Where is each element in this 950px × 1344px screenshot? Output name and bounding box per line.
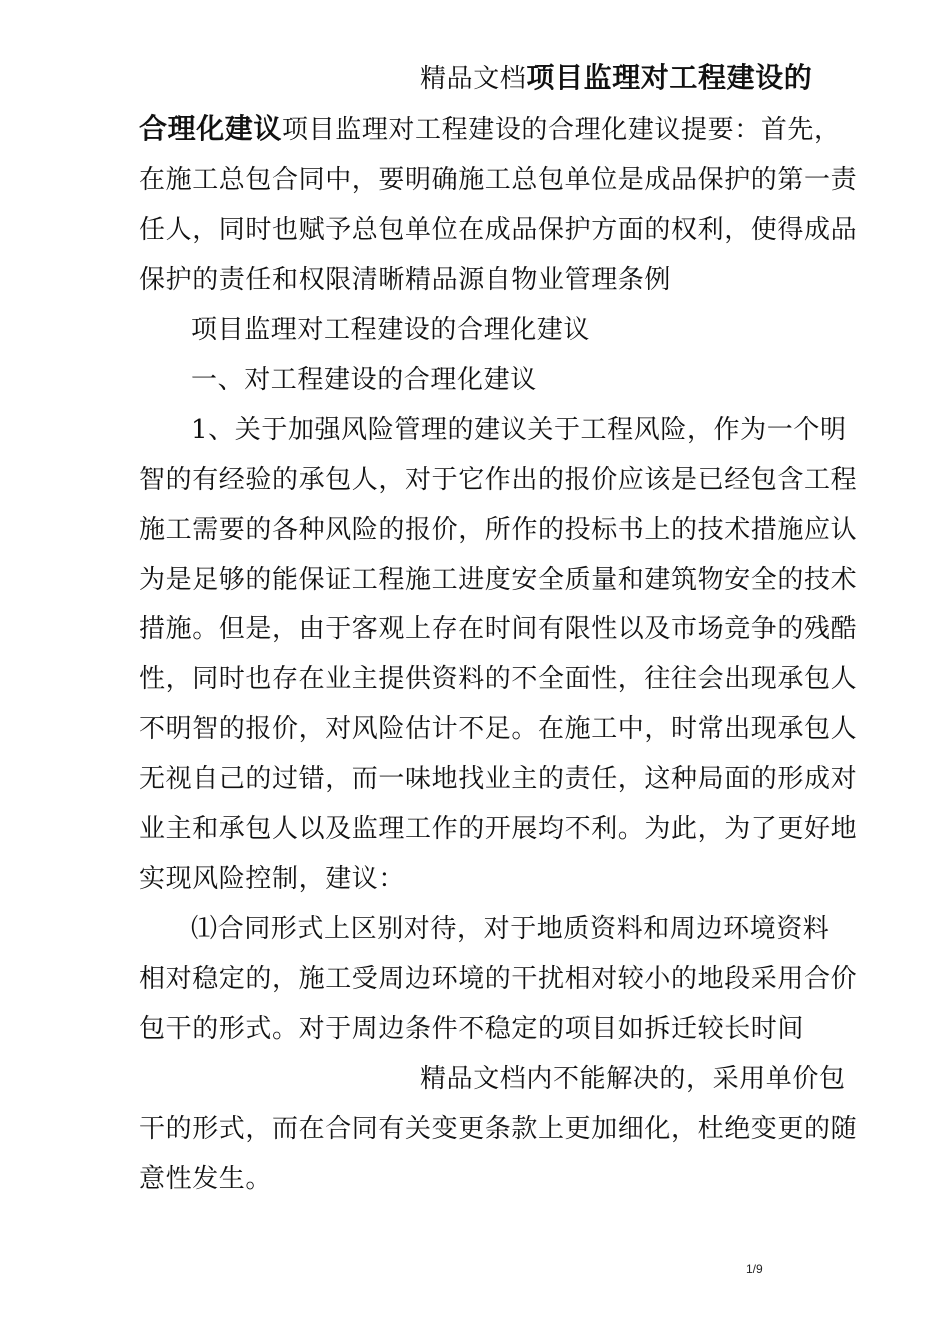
section-heading: 一、对工程建设的合理化建议 [191, 365, 537, 395]
body-line: 无视自己的过错，而一味地找业主的责任，这种局面的形成对 [139, 764, 858, 794]
body-line: 相对稳定的，施工受周边环境的干扰相对较小的地段采用合价 [139, 964, 858, 994]
body-line: ⑴合同形式上区别对待，对于地质资料和周边环境资料 [191, 914, 830, 944]
header-line [420, 62, 950, 95]
body-line: 在施工总包合同中，要明确施工总包单位是成品保护的第一责 [139, 165, 858, 195]
body-line: 项目监理对工程建设的合理化建议提要：首先， [282, 115, 841, 145]
body-line: 施工需要的各种风险的报价，所作的投标书上的技术措施应认 [139, 515, 858, 545]
body-line: 任人，同时也赋予总包单位在成品保护方面的权利，使得成品 [139, 215, 858, 245]
body-line: 智的有经验的承包人，对于它作出的报价应该是已经包含工程 [139, 465, 858, 495]
page-number: 1/9 [746, 1262, 763, 1276]
body-line: 实现风险控制，建议： [139, 864, 406, 894]
body-line: 性，同时也存在业主提供资料的不全面性，往往会出现承包人 [139, 664, 858, 694]
body-line: 为是足够的能保证工程施工进度安全质量和建筑物安全的技术 [139, 565, 858, 595]
body-line: 保护的责任和权限清晰精品源自物业管理条例 [139, 265, 672, 295]
body-line: 措施。但是，由于客观上存在时间有限性以及市场竞争的残酷 [139, 614, 858, 644]
title-line [139, 113, 839, 146]
header-prefix: 精品文档 [420, 64, 527, 94]
body-line: 干的形式，而在合同有关变更条款上更加细化，杜绝变更的随 [139, 1114, 858, 1144]
body-line: 不明智的报价，对风险估计不足。在施工中，时常出现承包人 [139, 714, 858, 744]
body-line: 精品文档内不能解决的，采用单价包 [420, 1064, 846, 1094]
doc-title-continued: 合理化建议 [139, 112, 283, 145]
body-line: 意性发生。 [139, 1164, 273, 1194]
section-heading: 项目监理对工程建设的合理化建议 [191, 315, 591, 345]
body-line: 包干的形式。对于周边条件不稳定的项目如拆迁较长时间 [139, 1014, 805, 1044]
doc-title: 项目监理对工程建设的 [526, 61, 813, 94]
body-line: 业主和承包人以及监理工作的开展均不利。为此，为了更好地 [139, 814, 858, 844]
body-line: 1、关于加强风险管理的建议关于工程风险，作为一个明 [191, 415, 847, 445]
